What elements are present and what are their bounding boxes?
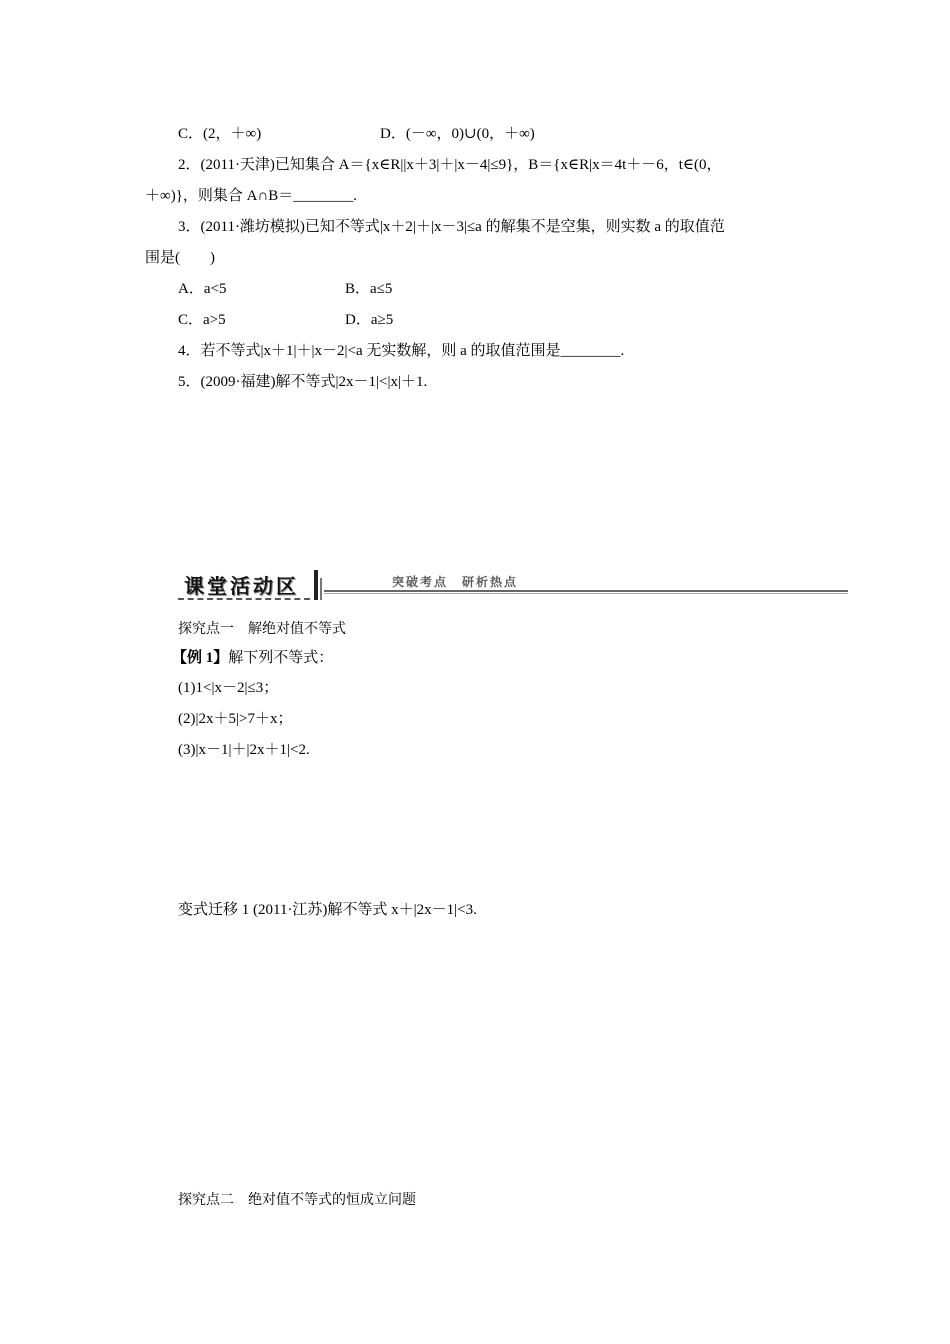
example1-text: 解下列不等式： (228, 650, 334, 666)
section1-heading: 探究点一 解绝对值不等式 (178, 621, 346, 637)
banner-rule (324, 590, 848, 592)
example1-item-3: (3)|x－1|＋|2x＋1|<2. (178, 742, 310, 758)
section-banner (178, 568, 848, 604)
banner-title: 课堂活动区 (184, 574, 299, 598)
q3-line2: 围是( ) (145, 250, 215, 266)
example1-item-1: (1)1<|x－2|≤3； (178, 680, 279, 696)
banner-dashed-underline (178, 598, 310, 600)
q1-option-c: C．(2，＋∞) (178, 126, 262, 142)
q5-text: 5．(2009·福建)解不等式|2x－1|<|x|＋1. (178, 374, 428, 390)
q1-option-d: D．(－∞，0)∪(0，＋∞) (380, 126, 535, 142)
example1 (172, 648, 333, 668)
banner-rule-shadow (324, 593, 848, 594)
banner-divider-bar-thin (320, 578, 322, 600)
variant1-text: 变式迁移 1 (2011·江苏)解不等式 x＋|2x－1|<3. (178, 902, 477, 918)
q3-option-d: D．a≥5 (345, 312, 394, 328)
banner-divider-bar (314, 570, 318, 600)
q2-line2: ＋∞)}，则集合 A∩B＝________. (145, 188, 358, 204)
q3-option-c: C．a>5 (178, 312, 226, 328)
q3-option-a: A．a<5 (178, 281, 227, 297)
section2-heading: 探究点二 绝对值不等式的恒成立问题 (178, 1192, 416, 1208)
banner-subtitle: 突破考点 研析热点 (392, 575, 519, 589)
q3-line1: 3．(2011·潍坊模拟)已知不等式|x＋2|＋|x－3|≤a 的解集不是空集，则实数 a 的取值范 (178, 219, 725, 235)
q4-text: 4．若不等式|x＋1|＋|x－2|<a 无实数解，则 a 的取值范围是________. (178, 343, 625, 359)
example1-item-2: (2)|2x＋5|>7＋x； (178, 711, 293, 727)
q3-option-b: B．a≤5 (345, 281, 393, 297)
example1-label: 【例 1】 (172, 650, 229, 666)
q2-line1: 2．(2011·天津)已知集合 A＝{x∈R||x＋3|＋|x－4|≤9}，B＝{x∈R|x＝4t＋－6，t∈(0， (178, 157, 722, 173)
